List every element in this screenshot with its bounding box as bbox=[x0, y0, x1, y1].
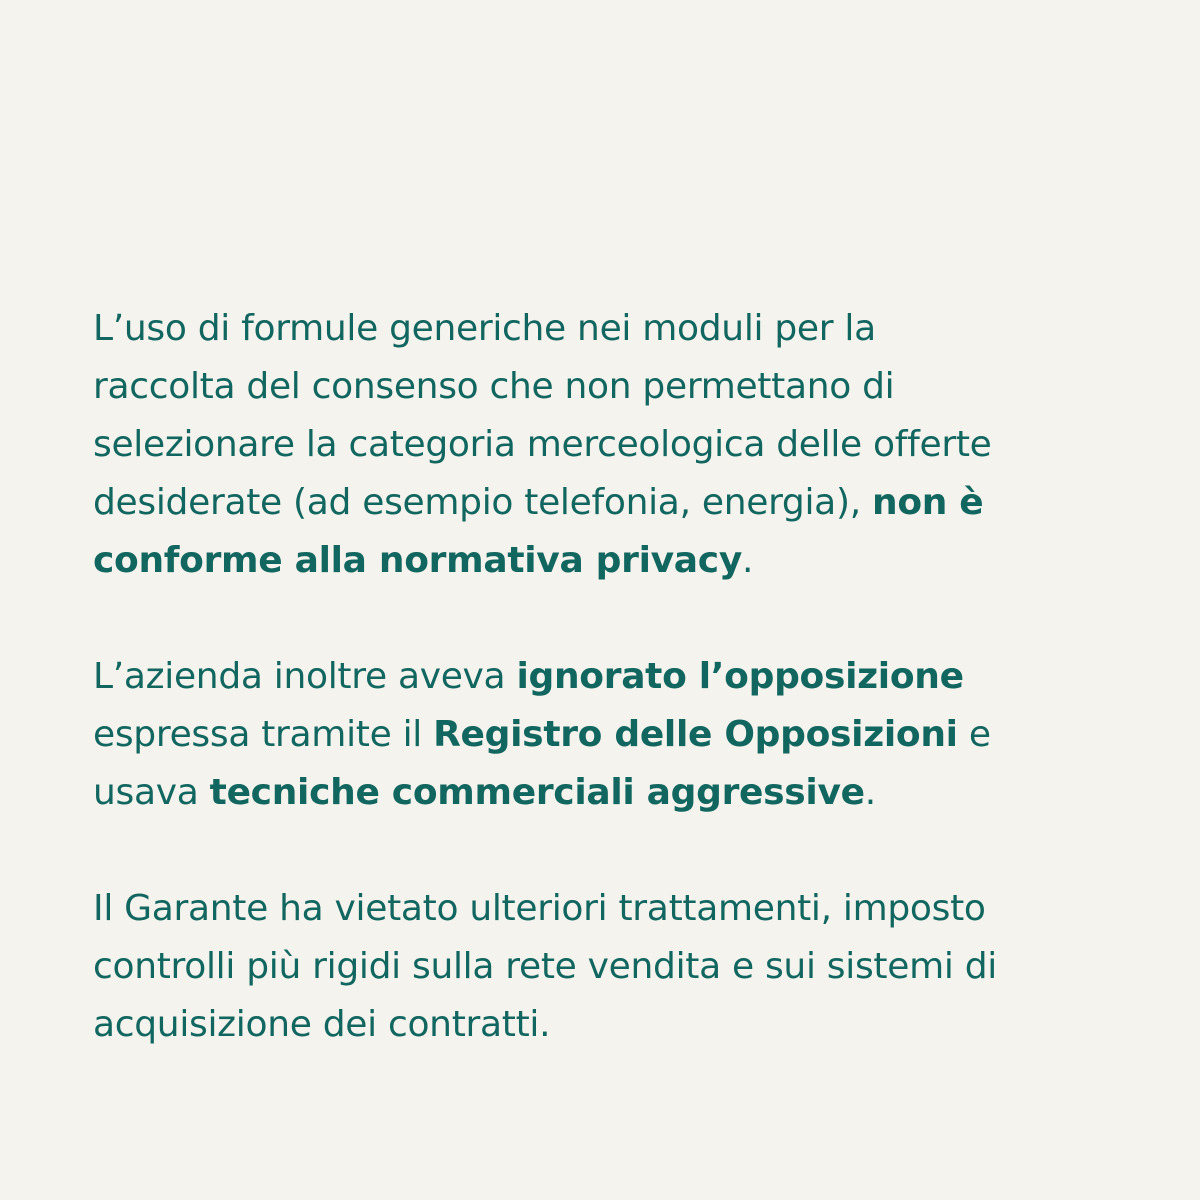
text-run: . bbox=[742, 540, 754, 581]
text-run: raccolta del consenso che non permettano di bbox=[93, 366, 895, 407]
text-line bbox=[93, 938, 1153, 996]
text-line bbox=[93, 880, 1153, 938]
text-line bbox=[93, 706, 1153, 764]
text-line bbox=[93, 358, 1153, 416]
highlight-text: tecniche commerciali aggressive bbox=[209, 772, 865, 813]
highlight-text: Registro delle Opposizioni bbox=[433, 714, 958, 755]
text-run: desiderate (ad esempio telefonia, energia), bbox=[93, 482, 872, 523]
text-run: L’uso di formule generiche nei moduli per la bbox=[93, 308, 876, 349]
text-run: usava bbox=[93, 772, 210, 813]
paragraph-opposition bbox=[93, 648, 1153, 822]
text-run: e bbox=[957, 714, 991, 755]
text-run: acquisizione dei contratti. bbox=[93, 1004, 551, 1045]
text-run: controlli più rigidi sulla rete vendita e sui sistemi di bbox=[93, 946, 997, 987]
text-run: Il Garante ha vietato ulteriori trattamenti, imposto bbox=[93, 888, 986, 929]
text-line bbox=[93, 474, 1153, 532]
text-run: L’azienda inoltre aveva bbox=[93, 656, 517, 697]
text-line bbox=[93, 764, 1153, 822]
text-line bbox=[93, 996, 1153, 1054]
text-content bbox=[93, 300, 1153, 1054]
text-run: espressa tramite il bbox=[93, 714, 434, 755]
text-line bbox=[93, 300, 1153, 358]
highlight-text: conforme alla normativa privacy bbox=[93, 540, 743, 581]
text-line bbox=[93, 648, 1153, 706]
text-line bbox=[93, 416, 1153, 474]
text-line bbox=[93, 532, 1153, 590]
highlight-text: ignorato l’opposizione bbox=[516, 656, 964, 697]
text-run: selezionare la categoria merceologica delle offerte bbox=[93, 424, 992, 465]
paragraph-consent-forms bbox=[93, 300, 1153, 590]
paragraph-garante-decision bbox=[93, 880, 1153, 1054]
highlight-text: non è bbox=[871, 482, 984, 523]
text-run: . bbox=[864, 772, 876, 813]
